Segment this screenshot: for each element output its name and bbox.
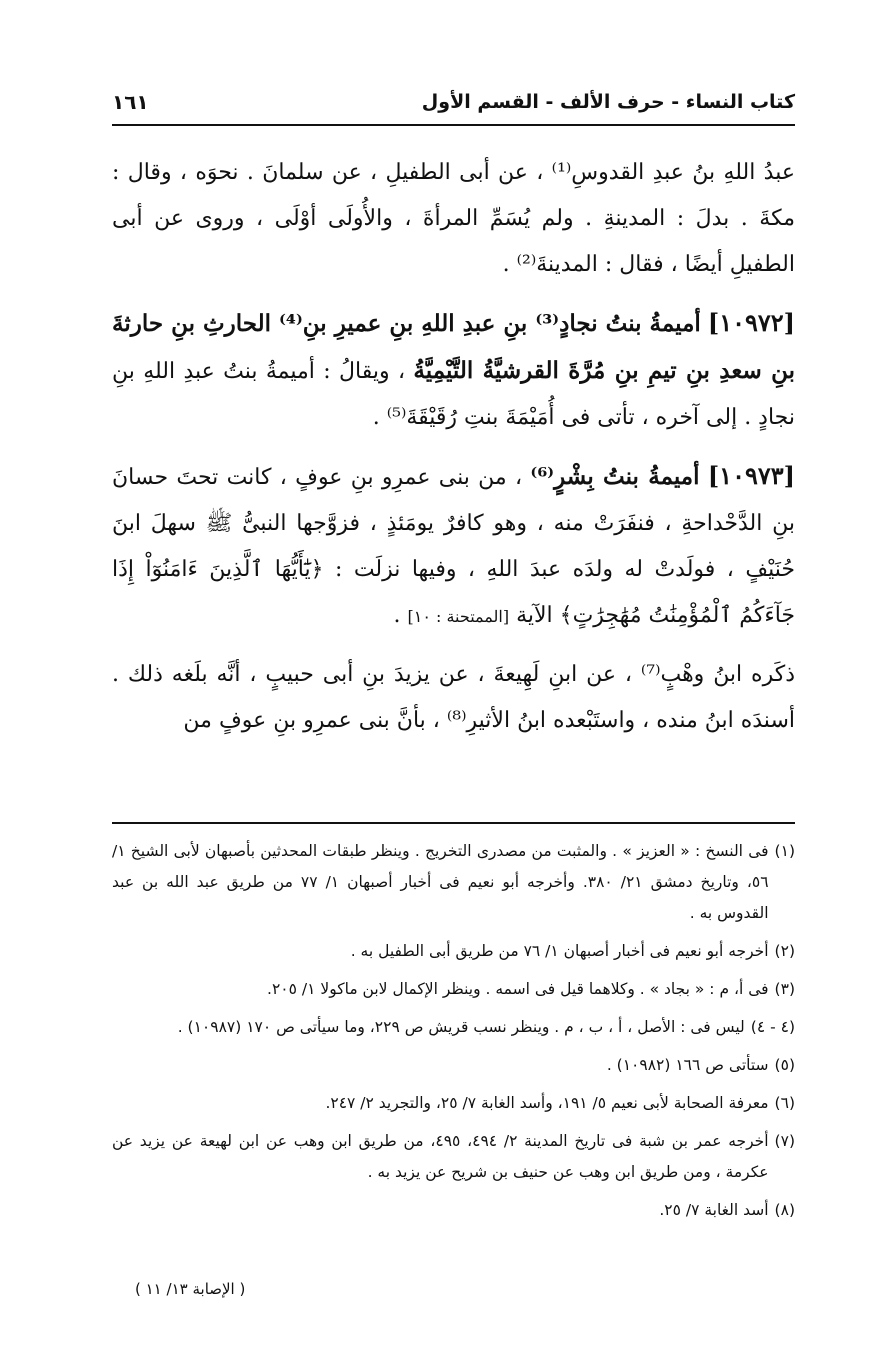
- header-title: كتاب النساء - حرف الألف - القسم الأول: [421, 91, 795, 113]
- footnote-text: فى أ، م : « بجاد » . وكلاهما قيل فى اسمه . وينظر الإكمال لابن ماكولا ١/ ٢٠٥.: [267, 980, 769, 998]
- entry-text: ، ويقالُ : أميمةُ بنتُ عبدِ اللهِ بنِ نجادٍ . إلى آخره ، تأتى فى أُمَيْمَةَ بنتِ رُقَيْقَةَ⁽⁵⁾ .: [112, 359, 795, 430]
- footnote-number: (١): [774, 842, 795, 860]
- footnote-number: (٣): [774, 980, 795, 998]
- footnote: [112, 836, 795, 929]
- entry-number: [١٠٩٧٢]: [707, 308, 795, 337]
- footnote: [112, 936, 795, 967]
- quran-verse: ﴿يَٰٓأَيُّهَا ٱلَّذِينَ ءَامَنُوٓاْ إِذَا جَآءَكُمُ ٱلْمُؤْمِنَٰتُ مُهَٰجِرَٰتٍ﴾: [112, 557, 795, 628]
- entry-text: ، من بنى عمرِو بنِ عوفٍ ، كانت تحتَ حسانَ بنِ الدَّحْداحةِ ، فنفَرَتْ منه ، وهو كافرٌ يومَئذٍ ، فزوَّجها النبىُّ ﷺ سهلَ ابنَ حُنَيْفٍ ، فولَدتْ له ولدَه عبدَ اللهِ ، وفيها نزلَت :: [112, 465, 795, 582]
- footnote-text: أخرجه أبو نعيم فى أخبار أصبهان ١/ ٧٦ من طريق أبى الطفيل به .: [350, 942, 769, 960]
- footnote: [112, 1050, 795, 1081]
- paragraph-3: ذكَره ابنُ وهْبٍ⁽⁷⁾ ، عن ابنِ لَهِيعةَ ، عن يزيدَ بنِ أبى حبيبٍ ، أنَّه بلَغه ذلك . أسندَه ابنُ منده ، واستَبْعده ابنُ الأثيرِ⁽⁸⁾ ، بأنَّ بنى عمرِو بنِ عوفٍ من: [112, 662, 795, 733]
- footnote: [112, 1088, 795, 1119]
- footnote-number: (٢): [774, 942, 795, 960]
- main-text: [112, 150, 795, 756]
- verse-note: الآية: [516, 603, 553, 628]
- header-rule: [112, 124, 795, 126]
- entry-10973: [١٠٩٧٣] أميمةُ بنتُ بِشْرٍ⁽⁶⁾ ، من بنى عمرِو بنِ عوفٍ ، كانت تحتَ حسانَ بنِ الدَّحْداحةِ ، فنفَرَتْ منه ، وهو كافرٌ يومَئذٍ ، فزوَّجها النبىُّ ﷺ سهلَ ابنَ حُنَيْفٍ ، فولَدتْ له ولدَه عبدَ اللهِ ، وفيها نزلَت : ﴿يَٰٓأَيُّهَا ٱلَّذِينَ ءَامَنُوٓاْ إِذَا جَآءَكُمُ ٱلْمُؤْمِنَٰتُ مُهَٰجِرَٰتٍ﴾ الآية [الممتحنة : ١٠] .: [112, 461, 795, 628]
- footnote-text: ليس فى : الأصل ، أ ، ب ، م . وينظر نسب قريش ص ٢٢٩، وما سيأتى ص ١٧٠ (١٠٩٨٧) .: [177, 1018, 745, 1036]
- footnote: [112, 974, 795, 1005]
- footnote-separator: [112, 822, 795, 824]
- entry-10972: [112, 300, 795, 441]
- footnote-number: (٦): [774, 1094, 795, 1112]
- footnote-number: (٧): [774, 1132, 795, 1150]
- footnote-number: (٤ - ٤): [750, 1018, 795, 1036]
- footnote: [112, 1195, 795, 1226]
- footnote: [112, 1012, 795, 1043]
- footnote: [112, 1126, 795, 1188]
- paragraph-1: عبدُ اللهِ بنُ عبدِ القدوسِ⁽¹⁾ ، عن أبى الطفيلِ ، عن سلمانَ . نحوَه ، وقال : مكةَ . بدلَ : المدينةِ . ولم يُسَمِّ المرأةَ ، والأُولَى أوْلَى ، وروى عن أبى الطفيلِ أيضًا ، فقال : المدينةَ⁽²⁾ .: [112, 160, 795, 277]
- footnote-number: (٥): [774, 1056, 795, 1074]
- footnote-text: أسد الغابة ٧/ ٢٥.: [659, 1201, 769, 1219]
- footnote-text: أخرجه عمر بن شبة فى تاريخ المدينة ٢/ ٤٩٤، ٤٩٥، من طريق ابن وهب عن ابن لهيعة عن يزيد عن عكرمة ، ومن طريق ابن وهب عن حنيف بن شريح عن يزيد به .: [112, 1132, 769, 1181]
- entry-name: أميمةُ بنتُ نجادٍ⁽³⁾ بنِ عبدِ اللهِ بنِ عميرِ بنِ⁽⁴⁾ الحارثِ بنِ حارثةَ بنِ سعدِ بنِ تيمِ بنِ مُرَّةَ القرشيَّةُ التَّيْمِيَّةُ: [112, 310, 795, 384]
- footnote-text: ستأتى ص ١٦٦ (١٠٩٨٢) .: [606, 1056, 769, 1074]
- footnote-text: معرفة الصحابة لأبى نعيم ٥/ ١٩١، وأسد الغابة ٧/ ٢٥، والتجريد ٢/ ٢٤٧.: [325, 1094, 769, 1112]
- page-number: ١٦١: [112, 90, 149, 114]
- verse-reference: [الممتحنة : ١٠]: [407, 607, 510, 626]
- footnote-number: (٨): [774, 1201, 795, 1219]
- entry-number: [١٠٩٧٣]: [707, 461, 795, 490]
- running-header: [112, 80, 795, 124]
- footnotes: [112, 836, 795, 1233]
- entry-name: أميمةُ بنتُ بِشْرٍ⁽⁶⁾: [530, 463, 700, 490]
- footnote-text: فى النسخ : « العزيز » . والمثبت من مصدرى التخريج . وينظر طبقات المحدثين بأصبهان لأبى الشيخ ١/ ٥٦، وتاريخ دمشق ٢١/ ٣٨٠. وأخرجه أبو نعيم فى أخبار أصبهان ١/ ٧٧ من طريق عبد الله بن عبد القدوس به .: [112, 842, 769, 922]
- signature-mark: ( الإصابة ١٣/ ١١ ): [135, 1280, 246, 1298]
